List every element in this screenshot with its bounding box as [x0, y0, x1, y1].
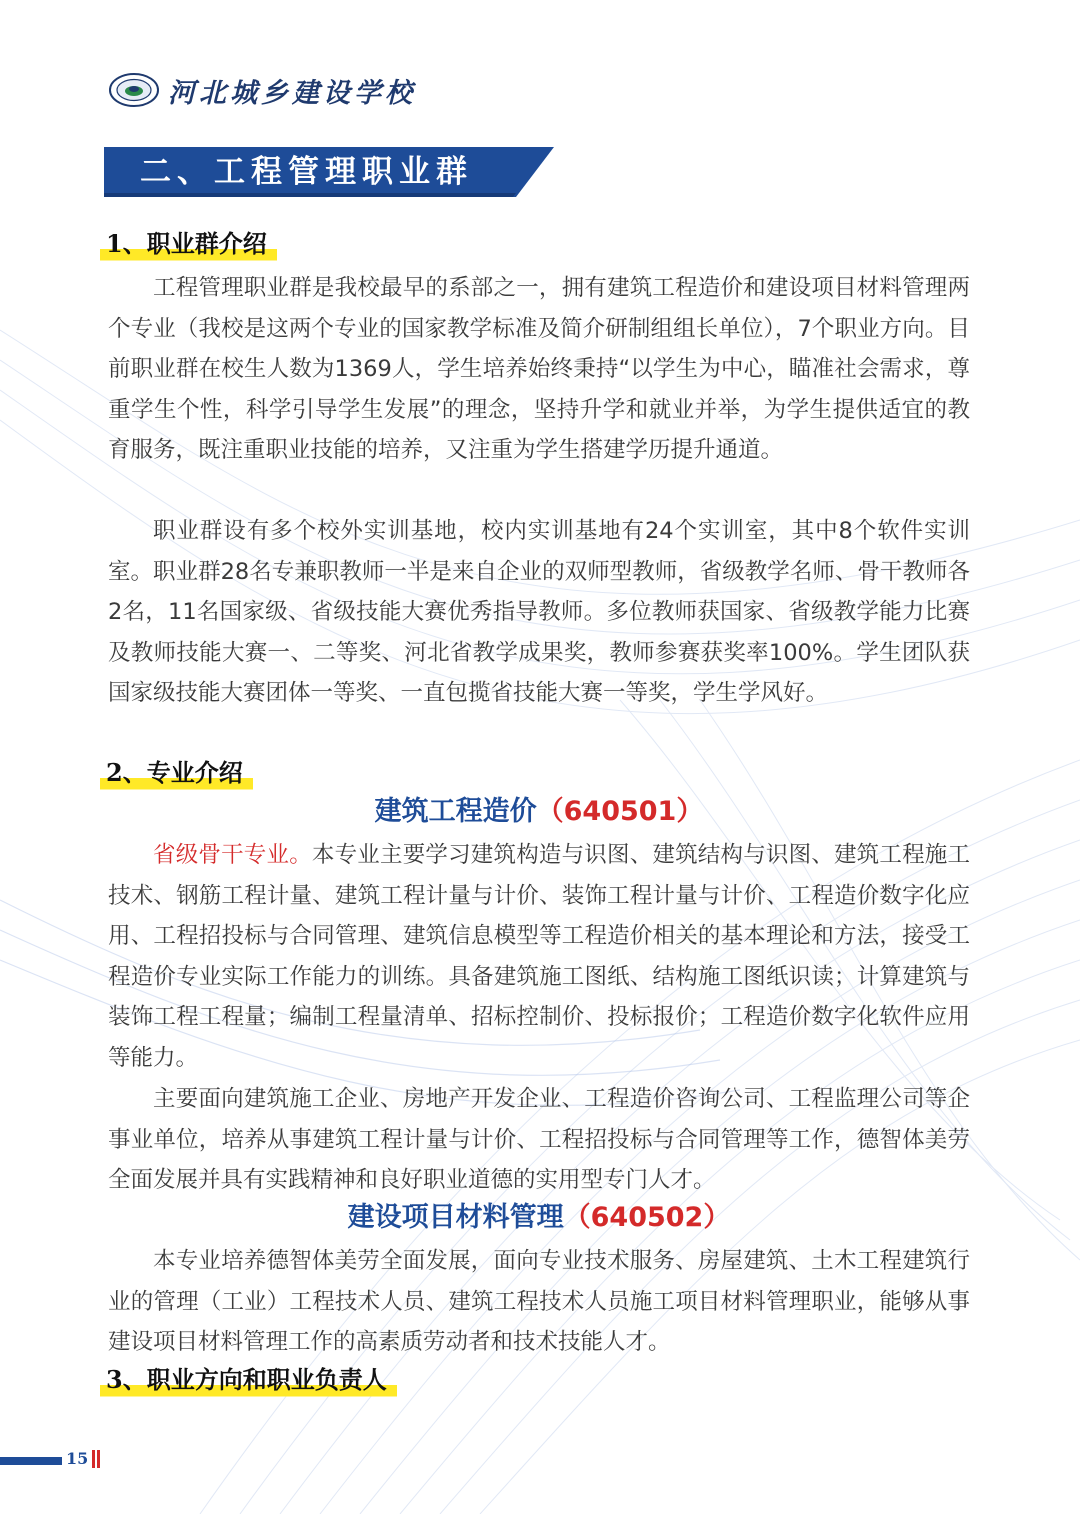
major-name: 建设项目材料管理 [347, 1202, 564, 1233]
major-name: 建筑工程造价 [374, 796, 537, 827]
major-title-construction-cost [108, 792, 970, 832]
footer-red-mark [92, 1450, 95, 1468]
footer-bar [0, 1457, 62, 1465]
heading-career-directions: 3、职业方向和职业负责人 [100, 1364, 397, 1400]
major2-paragraph-1: 本专业培养德智体美劳全面发展，面向专业技术服务、房屋建筑、土木工程建筑行业的管理（工业）工程技术人员、建筑工程技术人员施工项目材料管理职业，能够从事建设项目材料管理工作的高素质劳动者和技术技能人才。 [108, 1248, 970, 1355]
major1-paragraph-1-text: 本专业主要学习建筑构造与识图、建筑结构与识图、建筑工程施工技术、钢筋工程计量、建筑工程计量与计价、装饰工程计量与计价、工程造价数字化应用、工程招投标与合同管理、建筑信息模型等工程造价相关的基本理论和方法，接受工程造价专业实际工作能力的训练。具备建筑施工图纸、结构施工图纸识读；计算建筑与装饰工程工程量；编制工程量清单、招标控制价、投标报价；工程造价数字化软件应用等能力。 [108, 842, 970, 1071]
provincial-key-major-label: 省级骨干专业。 [153, 842, 312, 868]
school-logo [108, 70, 416, 110]
section-banner [104, 147, 554, 197]
major1-paragraph-1 [108, 835, 970, 1078]
major-code: （640502） [563, 1202, 731, 1233]
intro-paragraph-2: 职业群设有多个校外实训基地，校内实训基地有24个实训室，其中8个软件实训室。职业群28名专兼职教师一半是来自企业的双师型教师，省级教学名师、骨干教师各2名，11名国家级、省级技能大赛优秀指导教师。多位教师获国家、省级教学能力比赛及教师技能大赛一、二等奖、河北省教学成果奖，教师参赛获奖率100%。学生团队获国家级技能大赛团体一等奖、一直包揽省技能大赛一等奖，学生学风好。 [108, 518, 970, 706]
major1-paragraph-2: 主要面向建筑施工企业、房地产开发企业、工程造价咨询公司、工程监理公司等企事业单位，培养从事建筑工程计量与计价、工程招投标与合同管理等工作，德智体美劳全面发展并具有实践精神和良好职业道德的实用型专门人才。 [108, 1086, 970, 1193]
major-title-material-management [108, 1198, 970, 1238]
major-code: （640501） [536, 796, 704, 827]
section-title: 二、工程管理职业群 [140, 154, 473, 190]
intro-paragraph-1: 工程管理职业群是我校最早的系部之一，拥有建筑工程造价和建设项目材料管理两个专业（我校是这两个专业的国家教学标准及简介研制组组长单位），7个职业方向。目前职业群在校生人数为1369人，学生培养始终秉持“以学生为中心，瞄准社会需求，尊重学生个性，科学引导学生发展”的理念，坚持升学和就业并举，为学生提供适宜的教育服务，既注重职业技能的培养，又注重为学生搭建学历提升通道。 [108, 275, 970, 463]
school-seal-icon [108, 72, 160, 108]
school-name: 河北城乡建设学校 [168, 77, 416, 109]
heading-major-intro: 2、专业介绍 [100, 757, 253, 793]
page-number: 15 [66, 1449, 89, 1468]
footer-red-mark [97, 1450, 100, 1468]
heading-career-group-intro: 1、职业群介绍 [100, 228, 277, 264]
